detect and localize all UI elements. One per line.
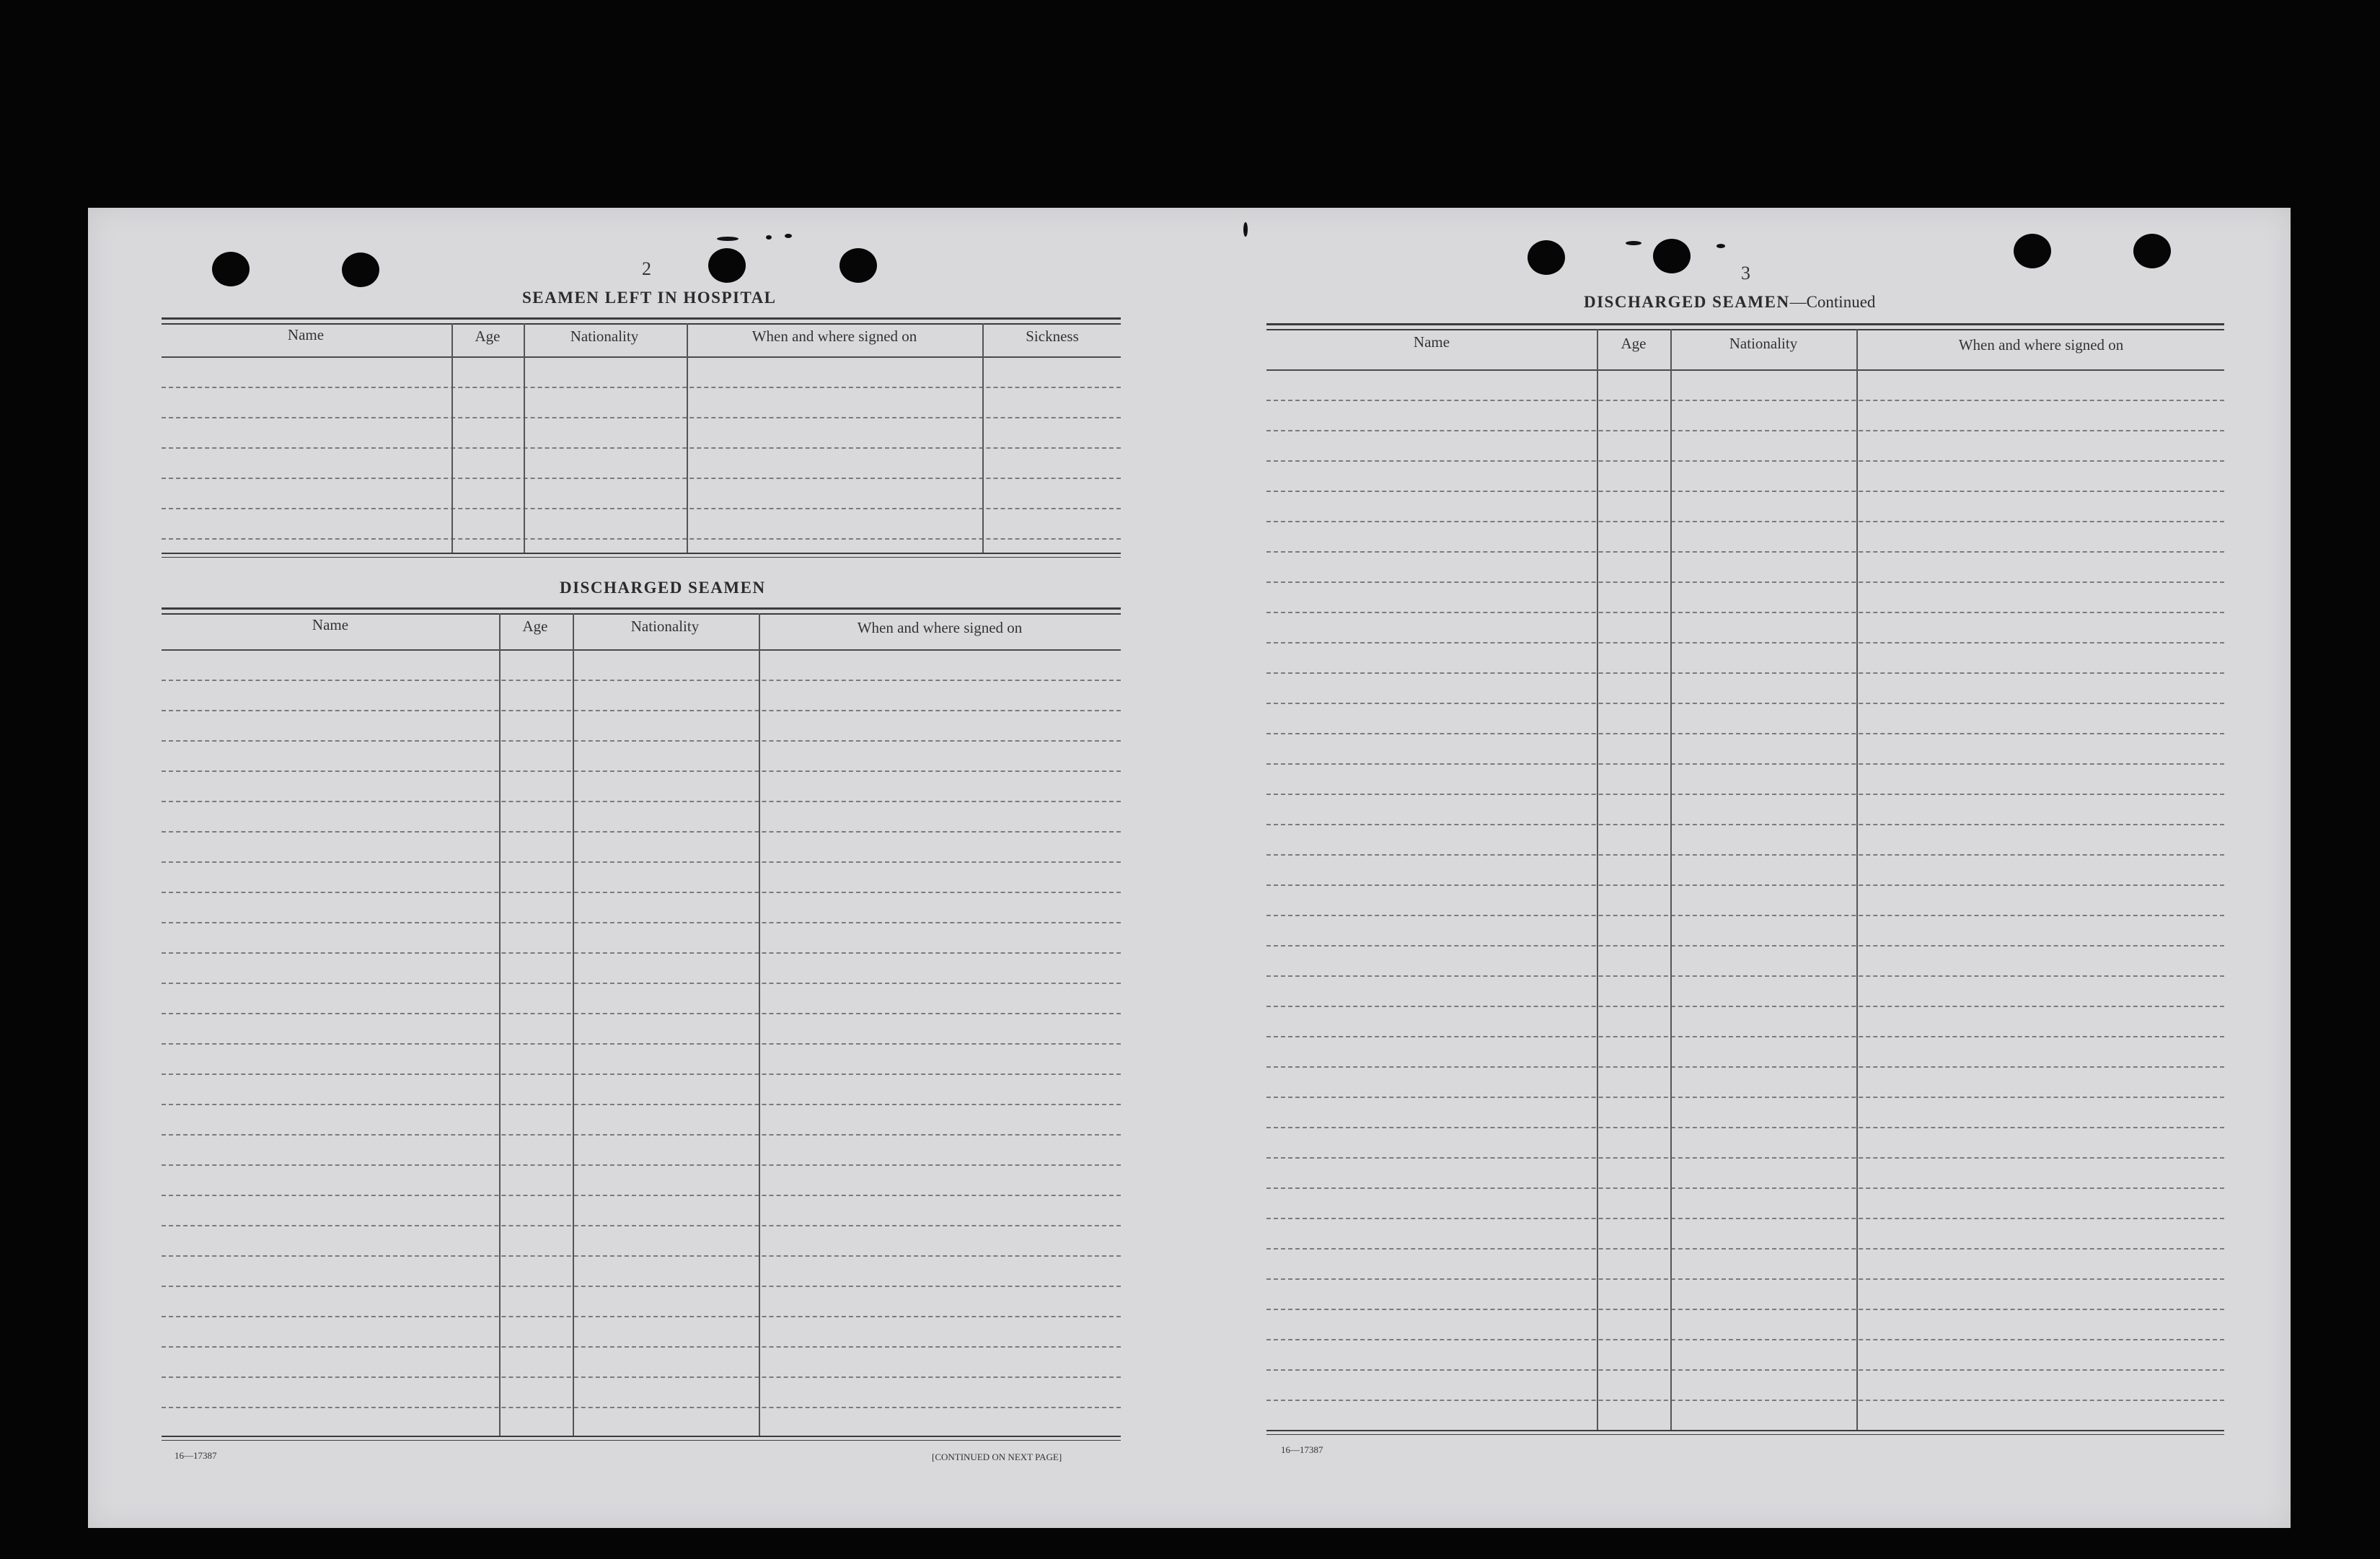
discharged-table-right: [1266, 323, 2224, 1439]
table-row: [1266, 915, 2224, 916]
table-row: [1266, 945, 2224, 947]
table-row: [1266, 1036, 2224, 1037]
table-row: [1266, 1218, 2224, 1219]
continued-note: [CONTINUED ON NEXT PAGE]: [932, 1452, 1062, 1462]
table-row: [1266, 824, 2224, 825]
table-row: [1266, 1309, 2224, 1310]
column-header-name: Name: [1413, 333, 1450, 351]
discharged-section-title-left: DISCHARGED SEAMEN: [560, 579, 766, 597]
column-header-sickness: Sickness: [1026, 328, 1079, 345]
table-row: [1266, 703, 2224, 704]
table-row: [1266, 581, 2224, 583]
column-divider: [1597, 329, 1598, 1430]
discharged-title-text: DISCHARGED SEAMEN: [1584, 293, 1790, 311]
table-row: [162, 680, 1121, 681]
column-header-nationality: Nationality: [630, 618, 700, 635]
punch-hole: [212, 252, 250, 286]
table-row: [162, 1316, 1121, 1317]
header-underline: [162, 649, 1121, 651]
table-row: [1266, 1369, 2224, 1371]
punch-hole: [1528, 240, 1565, 275]
column-header-nationality: Nationality: [570, 328, 639, 345]
table-row: [162, 710, 1121, 711]
table-row: [1266, 1066, 2224, 1068]
table-row: [162, 508, 1121, 509]
table-row: [1266, 1278, 2224, 1280]
table-row: [1266, 763, 2224, 765]
table-row: [162, 861, 1121, 863]
table-row: [1266, 521, 2224, 522]
header-underline: [1266, 369, 2224, 371]
table-row: [162, 447, 1121, 449]
hospital-table: [162, 317, 1121, 560]
column-divider: [451, 323, 453, 554]
table-row: [162, 1104, 1121, 1105]
table-row: [162, 740, 1121, 742]
page-number-right: 3: [1741, 263, 1750, 284]
table-row: [162, 892, 1121, 893]
table-row: [1266, 612, 2224, 613]
ink-speck: [766, 235, 772, 240]
table-row: [162, 1376, 1121, 1378]
table-row: [1266, 884, 2224, 886]
table-row: [1266, 491, 2224, 492]
table-row: [162, 831, 1121, 833]
table-row: [162, 1073, 1121, 1075]
column-divider: [687, 323, 688, 554]
table-row: [162, 538, 1121, 540]
header-underline: [162, 356, 1121, 358]
table-row: [162, 1286, 1121, 1287]
column-header-age: Age: [1621, 335, 1647, 352]
table-row: [1266, 1400, 2224, 1401]
punch-hole: [342, 252, 379, 287]
table-bottom-rule: [162, 553, 1121, 558]
table-row: [1266, 430, 2224, 431]
table-row: [162, 1346, 1121, 1348]
table-row: [1266, 1187, 2224, 1189]
table-row: [162, 1013, 1121, 1014]
discharged-section-title-right: [1584, 293, 1875, 312]
column-header-nationality: Nationality: [1729, 335, 1798, 352]
table-row: [1266, 460, 2224, 462]
punch-hole: [708, 248, 746, 283]
table-row: [162, 801, 1121, 802]
table-row: [1266, 854, 2224, 856]
column-divider: [759, 613, 760, 1437]
punch-hole: [839, 248, 877, 283]
punch-hole: [2133, 234, 2171, 268]
table-row: [1266, 1339, 2224, 1340]
table-row: [1266, 1127, 2224, 1128]
table-bottom-rule: [1266, 1430, 2224, 1435]
table-row: [1266, 794, 2224, 795]
column-divider: [524, 323, 525, 554]
table-top-rule: [1266, 323, 2224, 330]
ink-speck: [1716, 244, 1725, 248]
table-row: [162, 952, 1121, 954]
column-divider: [982, 323, 984, 554]
column-header-when-where: When and where signed on: [752, 328, 917, 345]
table-row: [1266, 733, 2224, 734]
column-divider: [1670, 329, 1672, 1430]
table-row: [1266, 1157, 2224, 1159]
table-row: [162, 1164, 1121, 1166]
table-top-rule: [162, 607, 1121, 615]
hospital-section-title: SEAMEN LEFT IN HOSPITAL: [522, 289, 777, 307]
table-row: [162, 922, 1121, 923]
table-row: [162, 1195, 1121, 1196]
table-row: [1266, 975, 2224, 977]
column-divider: [499, 613, 501, 1437]
table-row: [162, 478, 1121, 479]
table-row: [162, 1407, 1121, 1408]
ink-speck: [1626, 241, 1641, 245]
table-row: [1266, 672, 2224, 674]
ink-speck: [717, 237, 739, 241]
table-row: [162, 1225, 1121, 1226]
table-row: [1266, 551, 2224, 553]
column-header-when-where: When and where signed on: [1958, 336, 2124, 353]
table-row: [1266, 1248, 2224, 1250]
column-header-age: Age: [475, 328, 501, 345]
table-bottom-rule: [162, 1436, 1121, 1441]
column-header-when-where: When and where signed on: [857, 619, 1023, 636]
table-row: [1266, 1006, 2224, 1007]
ink-speck: [1243, 222, 1248, 237]
column-header-age: Age: [522, 618, 548, 635]
discharged-title-suffix: —Continued: [1789, 293, 1876, 311]
punch-hole: [2014, 234, 2051, 268]
table-row: [1266, 642, 2224, 644]
table-top-rule: [162, 317, 1121, 325]
table-row: [162, 770, 1121, 772]
column-divider: [573, 613, 574, 1437]
table-row: [162, 1255, 1121, 1257]
punch-hole: [1653, 239, 1691, 273]
ink-speck: [785, 234, 792, 238]
column-divider: [1856, 329, 1858, 1430]
column-header-name: Name: [287, 326, 325, 343]
table-row: [162, 417, 1121, 418]
column-header-name: Name: [312, 616, 349, 633]
table-row: [162, 1043, 1121, 1045]
table-row: [1266, 1097, 2224, 1098]
table-row: [162, 983, 1121, 984]
discharged-table-left: [162, 607, 1121, 1446]
document-sheet: [88, 208, 2291, 1528]
form-code-right: 16—17387: [1281, 1444, 1323, 1455]
form-code-left: 16—17387: [175, 1450, 217, 1461]
table-row: [162, 1134, 1121, 1136]
table-row: [1266, 400, 2224, 401]
page-number-left: 2: [642, 258, 651, 279]
table-row: [162, 387, 1121, 388]
